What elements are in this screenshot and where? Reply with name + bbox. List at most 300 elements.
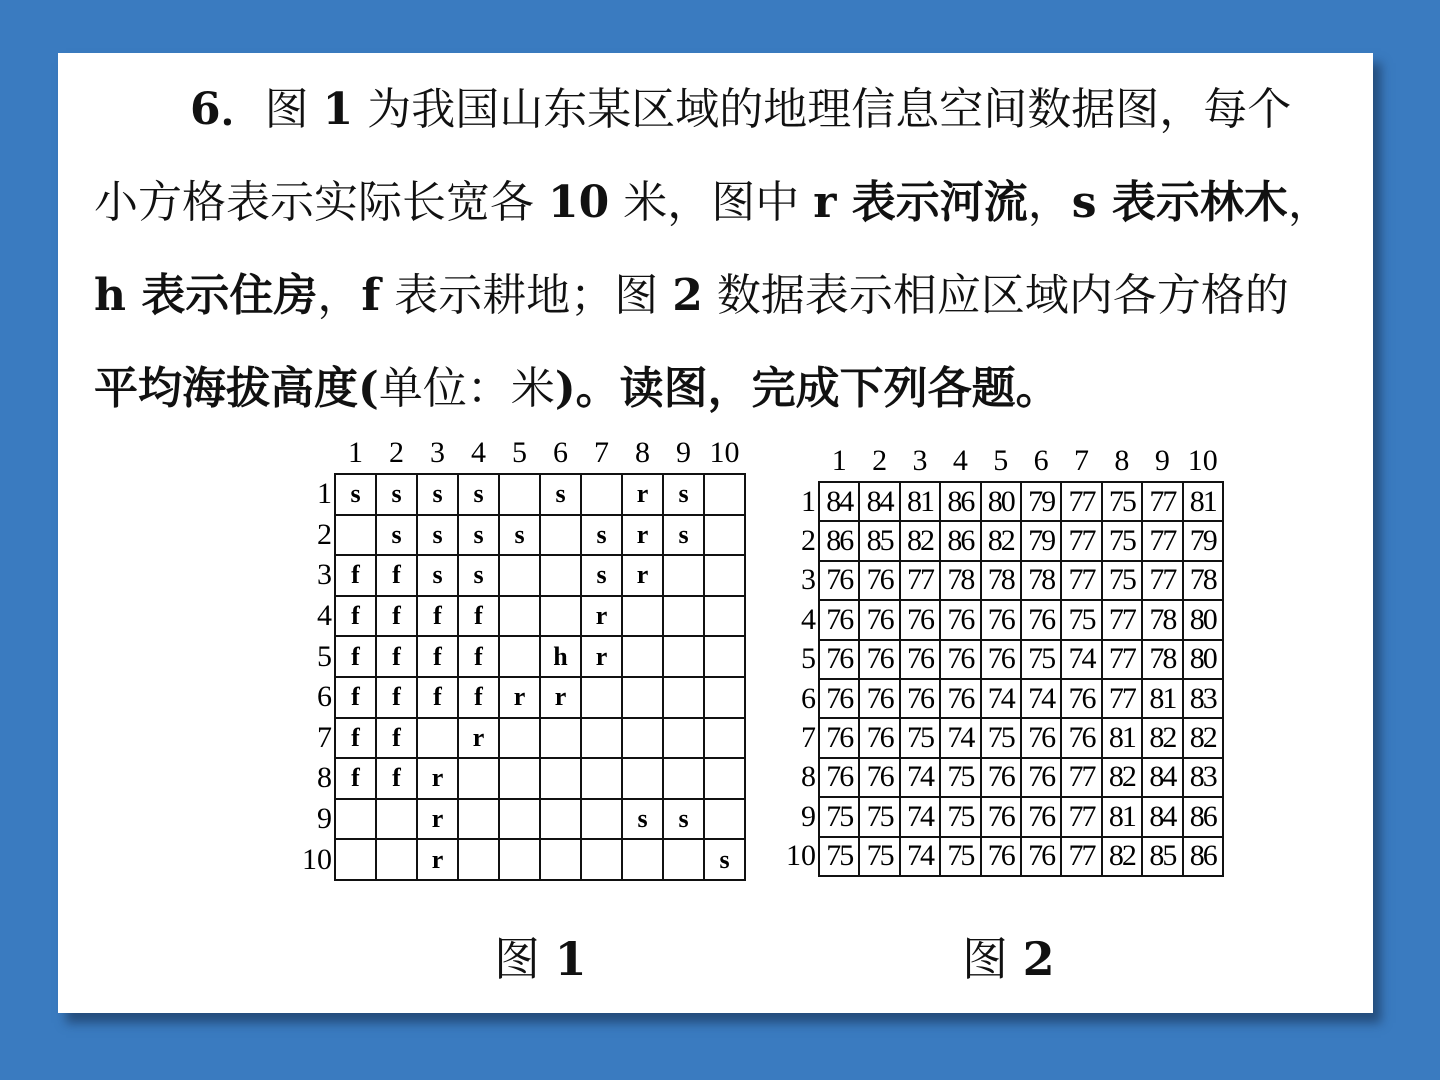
text-fragment: 米，图中: [609, 177, 814, 228]
grid-cell: 77: [1061, 521, 1101, 560]
grid-row: [774, 797, 1223, 836]
grid-cell: f: [335, 555, 376, 596]
grid-cell: 77: [1142, 561, 1182, 600]
grid-cell: 76: [819, 640, 859, 679]
grid-cell: 76: [981, 640, 1021, 679]
grid-cell: f: [376, 555, 417, 596]
caption-text: 图: [962, 932, 1023, 986]
grid-cell: 83: [1183, 679, 1223, 718]
legend-symbol-h: h: [94, 270, 126, 321]
grid-row: [774, 561, 1223, 600]
grid-cell: [663, 718, 704, 759]
grid-cell: s: [663, 799, 704, 840]
grid-cell: 74: [1021, 679, 1061, 718]
grid-cell: f: [417, 677, 458, 718]
elevation-table: [774, 441, 1224, 877]
grid-cell: [581, 718, 622, 759]
grid-cell: [417, 718, 458, 759]
grid-cell: r: [622, 555, 663, 596]
column-header: 3: [430, 436, 445, 469]
grid-cell: 80: [1183, 600, 1223, 639]
grid-cell: 74: [981, 679, 1021, 718]
grid-cell: 81: [1102, 718, 1142, 757]
grid-cell: 76: [819, 561, 859, 600]
grid-cell: 75: [1021, 640, 1061, 679]
grid-cell: 76: [859, 758, 899, 797]
grid-cell: [663, 839, 704, 880]
grid-cell: 76: [940, 600, 980, 639]
grid-cell: 77: [1061, 561, 1101, 600]
grid-cell: f: [335, 758, 376, 799]
slide-card: [58, 53, 1373, 1013]
grid-cell: 74: [940, 718, 980, 757]
grid-cell: [704, 474, 745, 515]
grid-cell: 76: [1061, 679, 1101, 718]
column-header: 6: [553, 436, 568, 469]
text-fragment: 图: [264, 84, 323, 135]
grid-cell: [581, 799, 622, 840]
grid-cell: 76: [900, 600, 940, 639]
grid-cell: 77: [1061, 837, 1101, 876]
figure-ref: 2: [672, 270, 703, 321]
row-header: 5: [317, 639, 332, 673]
column-header: 2: [872, 444, 888, 477]
grid-cell: [335, 515, 376, 556]
grid-cell: 86: [940, 482, 980, 521]
grid-cell: 84: [859, 482, 899, 521]
grid-cell: f: [376, 596, 417, 637]
grid-cell: [704, 555, 745, 596]
grid-row: [774, 600, 1223, 639]
grid-row: [296, 799, 745, 840]
grid-cell: [458, 758, 499, 799]
grid-cell: r: [417, 799, 458, 840]
grid-cell: 77: [1102, 640, 1142, 679]
column-header: 10: [709, 436, 740, 469]
row-header: 6: [317, 680, 332, 714]
grid-cell: [540, 515, 581, 556]
grid-cell: 76: [1021, 837, 1061, 876]
grid-row: [296, 474, 745, 515]
punctuation: ，: [1027, 177, 1072, 228]
grid-cell: 77: [900, 561, 940, 600]
grid-row: [296, 839, 745, 880]
grid-cell: [704, 636, 745, 677]
figure-2-elevation-grid: [774, 441, 1224, 877]
grid-cell: [622, 839, 663, 880]
grid-cell: 80: [1183, 640, 1223, 679]
question-number: 6．: [190, 84, 265, 135]
grid-cell: 79: [1183, 521, 1223, 560]
grid-cell: 74: [900, 758, 940, 797]
grid-cell: 82: [1142, 718, 1182, 757]
grid-cell: 78: [981, 561, 1021, 600]
grid-cell: [499, 555, 540, 596]
grid-cell: 75: [859, 837, 899, 876]
grid-cell: s: [417, 515, 458, 556]
text-fragment: 为我国山东某区域的地理信息空间数据图，每个: [353, 84, 1292, 135]
grid-cell: r: [458, 718, 499, 759]
grid-row: [774, 837, 1223, 876]
grid-cell: f: [458, 677, 499, 718]
grid-cell: 76: [900, 640, 940, 679]
text-fragment: 表示耕地；图: [380, 270, 673, 321]
question-line-1: [94, 63, 1354, 156]
grid-cell: 76: [859, 640, 899, 679]
grid-cell: [540, 555, 581, 596]
grid-row: [774, 521, 1223, 560]
number: 10: [548, 177, 610, 228]
grid-cell: f: [335, 636, 376, 677]
text-fragment: 数据表示相应区域内各方格的: [702, 270, 1289, 321]
grid-cell: f: [417, 596, 458, 637]
grid-cell: s: [376, 474, 417, 515]
grid-cell: 85: [859, 521, 899, 560]
question-line-3: [94, 249, 1354, 342]
grid-cell: [581, 839, 622, 880]
grid-cell: 76: [819, 679, 859, 718]
punctuation: ): [554, 363, 576, 414]
grid-cell: 76: [819, 718, 859, 757]
grid-cell: 76: [859, 561, 899, 600]
grid-cell: 75: [1102, 521, 1142, 560]
grid-cell: s: [663, 474, 704, 515]
grid-row: [296, 555, 745, 596]
column-header: 9: [676, 436, 691, 469]
instruction-text: 。读图，完成下列各题。: [575, 363, 1060, 414]
legend-symbol-s: s: [1071, 177, 1097, 228]
corner-cell: [296, 433, 335, 474]
column-header: 7: [594, 436, 609, 469]
figure-2-caption: [962, 923, 1055, 989]
grid-cell: 75: [819, 797, 859, 836]
grid-cell: r: [499, 677, 540, 718]
grid-cell: 74: [1061, 640, 1101, 679]
grid-cell: f: [376, 718, 417, 759]
grid-cell: s: [499, 515, 540, 556]
grid-cell: 76: [819, 758, 859, 797]
grid-cell: 76: [1021, 718, 1061, 757]
column-header: 2: [389, 436, 404, 469]
grid-cell: 82: [900, 521, 940, 560]
grid-cell: s: [417, 555, 458, 596]
column-header: 4: [471, 436, 486, 469]
grid-cell: [499, 799, 540, 840]
grid-cell: r: [622, 474, 663, 515]
grid-cell: [499, 839, 540, 880]
grid-cell: 82: [1183, 718, 1223, 757]
grid-cell: 86: [940, 521, 980, 560]
grid-cell: 77: [1061, 797, 1101, 836]
punctuation: ，: [1287, 177, 1332, 228]
grid-cell: 75: [940, 837, 980, 876]
grid-cell: r: [581, 596, 622, 637]
grid-cell: 75: [1061, 600, 1101, 639]
grid-cell: 76: [940, 640, 980, 679]
grid-cell: [622, 596, 663, 637]
grid-row: [774, 758, 1223, 797]
column-header: 6: [1033, 444, 1049, 477]
grid-cell: r: [622, 515, 663, 556]
row-header: 7: [801, 721, 816, 755]
grid-cell: 79: [1021, 521, 1061, 560]
land-use-table: [296, 433, 746, 881]
grid-cell: f: [376, 758, 417, 799]
grid-cell: 78: [1183, 561, 1223, 600]
grid-cell: [376, 799, 417, 840]
grid-cell: f: [376, 677, 417, 718]
grid-cell: 75: [819, 837, 859, 876]
row-header: 4: [801, 602, 816, 636]
grid-cell: s: [581, 515, 622, 556]
row-header: 1: [317, 477, 332, 511]
grid-cell: 76: [981, 797, 1021, 836]
text-fragment: 平均海拔高度: [94, 363, 358, 414]
grid-cell: r: [417, 758, 458, 799]
grid-cell: [540, 799, 581, 840]
grid-cell: [704, 718, 745, 759]
grid-cell: [458, 839, 499, 880]
punctuation: (: [358, 363, 379, 414]
grid-cell: 76: [900, 679, 940, 718]
row-header: 10: [302, 842, 332, 876]
grid-cell: 75: [1102, 482, 1142, 521]
grid-cell: s: [335, 474, 376, 515]
grid-cell: [622, 718, 663, 759]
grid-cell: [540, 718, 581, 759]
grid-cell: s: [458, 515, 499, 556]
caption-number: 2: [1022, 932, 1055, 986]
grid-cell: [663, 596, 704, 637]
grid-cell: 86: [1183, 837, 1223, 876]
grid-row: [296, 596, 745, 637]
row-header: 9: [801, 799, 816, 833]
grid-cell: [376, 839, 417, 880]
grid-cell: s: [581, 555, 622, 596]
grid-row: [296, 718, 745, 759]
punctuation: ，: [317, 270, 362, 321]
grid-cell: r: [417, 839, 458, 880]
grid-row: [296, 515, 745, 556]
grid-cell: [663, 636, 704, 677]
grid-cell: f: [417, 636, 458, 677]
grid-cell: [704, 596, 745, 637]
grid-cell: [663, 758, 704, 799]
grid-row: [774, 640, 1223, 679]
grid-cell: 77: [1061, 758, 1101, 797]
grid-cell: [499, 718, 540, 759]
grid-cell: 77: [1142, 521, 1182, 560]
grid-cell: 75: [940, 797, 980, 836]
row-header: 2: [317, 517, 332, 551]
grid-cell: 83: [1183, 758, 1223, 797]
grid-cell: [704, 758, 745, 799]
row-header: 9: [317, 802, 332, 836]
column-header-row: [774, 441, 1223, 482]
legend-meaning-river: 表示河流: [836, 177, 1028, 228]
grid-row: [774, 679, 1223, 718]
grid-cell: 86: [819, 521, 859, 560]
column-header: 8: [1114, 444, 1130, 477]
grid-cell: 76: [1021, 758, 1061, 797]
legend-symbol-r: r: [813, 177, 837, 228]
legend-meaning-housing: 表示住房: [126, 270, 318, 321]
grid-cell: 82: [1102, 758, 1142, 797]
row-header: 7: [317, 720, 332, 754]
grid-cell: 85: [1142, 837, 1182, 876]
grid-cell: 84: [1142, 758, 1182, 797]
column-header: 7: [1074, 444, 1090, 477]
grid-cell: 79: [1021, 482, 1061, 521]
grid-cell: 75: [940, 758, 980, 797]
grid-cell: 81: [1183, 482, 1223, 521]
row-header: 1: [801, 484, 816, 518]
row-header: 3: [317, 558, 332, 592]
grid-cell: f: [335, 718, 376, 759]
grid-cell: 76: [859, 679, 899, 718]
caption-text: 图: [494, 932, 555, 986]
grid-cell: f: [335, 677, 376, 718]
grid-cell: 78: [940, 561, 980, 600]
grid-cell: r: [540, 677, 581, 718]
grid-cell: s: [704, 839, 745, 880]
figure-1-caption: [494, 923, 587, 989]
corner-cell: [774, 441, 819, 482]
grid-cell: s: [376, 515, 417, 556]
grid-cell: [622, 758, 663, 799]
grid-cell: [499, 758, 540, 799]
column-header: 3: [912, 444, 928, 477]
grid-cell: 77: [1061, 482, 1101, 521]
grid-cell: 74: [900, 837, 940, 876]
row-header: 8: [801, 760, 816, 794]
grid-cell: [663, 677, 704, 718]
grid-cell: [704, 515, 745, 556]
grid-cell: 84: [1142, 797, 1182, 836]
grid-cell: 76: [981, 837, 1021, 876]
grid-cell: [540, 758, 581, 799]
grid-cell: 76: [1061, 718, 1101, 757]
grid-cell: 81: [1142, 679, 1182, 718]
grid-cell: [335, 839, 376, 880]
row-header: 8: [317, 761, 332, 795]
caption-number: 1: [554, 932, 587, 986]
grid-cell: f: [376, 636, 417, 677]
grid-cell: f: [458, 636, 499, 677]
grid-cell: s: [417, 474, 458, 515]
column-header: 9: [1154, 444, 1170, 477]
grid-cell: 78: [1142, 640, 1182, 679]
grid-cell: 76: [940, 679, 980, 718]
row-header: 6: [801, 681, 816, 715]
grid-cell: r: [581, 636, 622, 677]
grid-cell: f: [335, 596, 376, 637]
grid-cell: 75: [900, 718, 940, 757]
grid-row: [774, 482, 1223, 521]
figure-ref: 1: [322, 84, 354, 135]
grid-cell: [663, 555, 704, 596]
grid-row: [296, 677, 745, 718]
grid-cell: s: [458, 474, 499, 515]
grid-cell: 76: [1021, 600, 1061, 639]
row-header: 5: [801, 642, 816, 676]
grid-cell: [499, 636, 540, 677]
grid-cell: 76: [981, 600, 1021, 639]
grid-cell: 82: [981, 521, 1021, 560]
grid-row: [296, 636, 745, 677]
column-header-row: [296, 433, 745, 474]
grid-cell: 75: [859, 797, 899, 836]
grid-cell: [499, 596, 540, 637]
grid-cell: 74: [900, 797, 940, 836]
column-header: 1: [831, 444, 847, 477]
legend-meaning-forest: 表示林木: [1096, 177, 1288, 228]
grid-cell: s: [622, 799, 663, 840]
grid-cell: 77: [1102, 600, 1142, 639]
row-header: 4: [317, 599, 332, 633]
grid-cell: 75: [981, 718, 1021, 757]
grid-cell: h: [540, 636, 581, 677]
grid-cell: [704, 799, 745, 840]
row-header: 3: [801, 563, 816, 597]
grid-cell: [581, 677, 622, 718]
grid-cell: 76: [981, 758, 1021, 797]
grid-cell: 81: [900, 482, 940, 521]
column-header: 5: [993, 444, 1009, 477]
grid-cell: [581, 758, 622, 799]
question-paragraph: [94, 63, 1354, 435]
grid-cell: 76: [1021, 797, 1061, 836]
grid-cell: 76: [859, 718, 899, 757]
grid-cell: 81: [1102, 797, 1142, 836]
column-header: 1: [348, 436, 363, 469]
row-header: 2: [801, 524, 816, 558]
grid-cell: 78: [1142, 600, 1182, 639]
grid-cell: [458, 799, 499, 840]
grid-cell: [540, 839, 581, 880]
row-header: 10: [786, 839, 816, 873]
grid-row: [774, 718, 1223, 757]
column-header: 8: [635, 436, 650, 469]
grid-cell: 77: [1142, 482, 1182, 521]
grid-cell: 86: [1183, 797, 1223, 836]
grid-cell: 77: [1102, 679, 1142, 718]
grid-cell: 75: [1102, 561, 1142, 600]
question-line-2: [94, 156, 1354, 249]
grid-cell: [622, 636, 663, 677]
question-line-4: [94, 342, 1354, 435]
grid-cell: [540, 596, 581, 637]
column-header: 4: [952, 444, 968, 477]
unit-text: 单位：米: [378, 363, 555, 414]
grid-cell: s: [540, 474, 581, 515]
grid-cell: 80: [981, 482, 1021, 521]
column-header: 5: [512, 436, 527, 469]
grid-cell: s: [458, 555, 499, 596]
grid-cell: f: [458, 596, 499, 637]
grid-cell: 76: [819, 600, 859, 639]
text-fragment: 小方格表示实际长宽各: [94, 177, 548, 228]
grid-cell: [622, 677, 663, 718]
grid-cell: 78: [1021, 561, 1061, 600]
grid-cell: 82: [1102, 837, 1142, 876]
grid-row: [296, 758, 745, 799]
figure-1-land-use-grid: [296, 433, 746, 881]
legend-symbol-f: f: [361, 270, 381, 321]
grid-cell: s: [663, 515, 704, 556]
grid-cell: [704, 677, 745, 718]
grid-cell: [335, 799, 376, 840]
